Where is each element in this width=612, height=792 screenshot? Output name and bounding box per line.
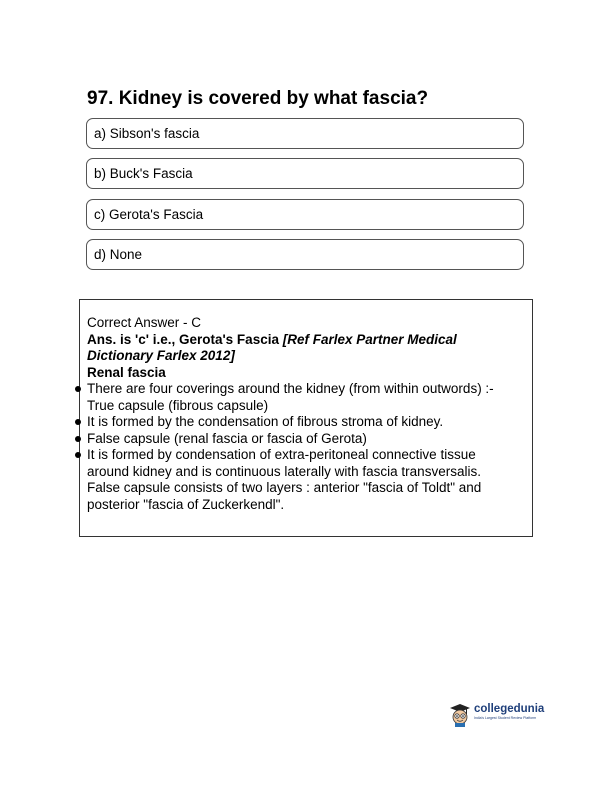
question-title: 97. Kidney is covered by what fascia? <box>87 88 429 109</box>
logo-wordmark: collegedunia <box>474 703 545 715</box>
list-item-text: There are four coverings around the kidney (from within outwords) :- <box>87 381 494 396</box>
option-d[interactable] <box>86 239 524 270</box>
list-item <box>87 381 517 398</box>
bullet-icon <box>75 386 81 392</box>
option-c-label: c) Gerota's Fascia <box>94 207 204 222</box>
option-c[interactable] <box>86 199 524 230</box>
list-item-text: It is formed by the condensation of fibrous stroma of kidney. <box>87 414 444 429</box>
option-b[interactable] <box>86 158 524 189</box>
list-item <box>87 398 517 415</box>
option-a-label: a) Sibson's fascia <box>94 126 200 141</box>
collegedunia-logo <box>449 703 544 727</box>
section-heading: Renal fascia <box>87 364 166 380</box>
option-a[interactable] <box>86 118 524 149</box>
list-item <box>87 414 517 431</box>
bullet-icon <box>75 452 81 458</box>
option-d-label: d) None <box>94 247 143 262</box>
bullet-icon <box>75 436 81 442</box>
answer-explanation <box>87 315 517 513</box>
logo-tagline: India's Largest Student Review Platform <box>474 716 537 720</box>
answer-reference: [Ref Farlex Partner Medical Dictionary Farlex 2012] <box>87 331 457 363</box>
list-item <box>87 447 517 513</box>
graduate-mascot-icon <box>449 703 471 727</box>
option-b-label: b) Buck's Fascia <box>94 166 193 181</box>
list-item-text: It is formed by condensation of extra-peritoneal connective tissue around kidney and is continuous laterally with fascia transversalis. False capsule consists of two layers : anterior "fascia of Toldt" and posterior "fascia of Zuckerkendl". <box>87 447 482 512</box>
list-item-text: False capsule (renal fascia or fascia of Gerota) <box>87 430 367 446</box>
answer-line <box>87 332 517 365</box>
bullet-icon <box>75 419 81 425</box>
list-item-text: True capsule (fibrous capsule) <box>87 397 269 413</box>
correct-answer: Correct Answer - C <box>87 315 202 330</box>
answer-prefix: Ans. is 'c' i.e., Gerota's Fascia <box>87 331 283 347</box>
list-item <box>87 431 517 448</box>
